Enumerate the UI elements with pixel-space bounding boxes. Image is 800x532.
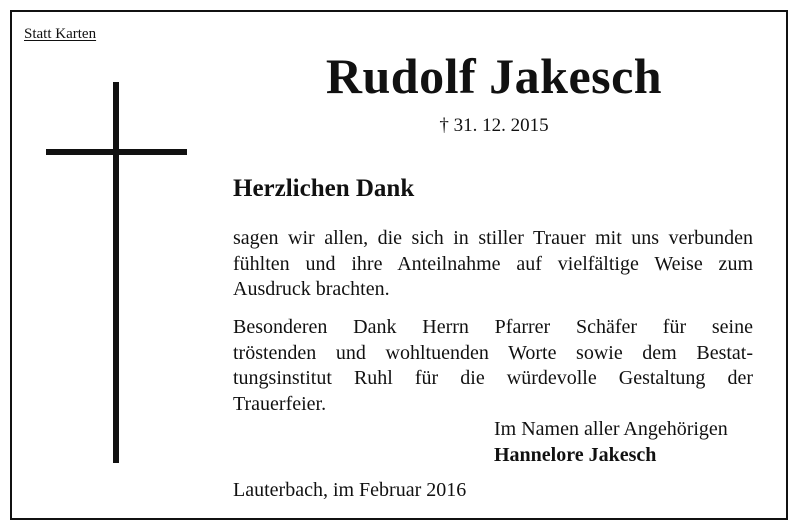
paragraph-line: Ausdruck brachten. <box>233 278 390 300</box>
cross-icon-vertical-bar <box>113 82 119 463</box>
paragraph-line: Trauerfeier. <box>233 392 327 415</box>
place-and-date: Lauterbach, im Februar 2016 <box>233 479 467 501</box>
signature-name: Hannelore Jakesch <box>494 444 657 466</box>
thanks-heading: Herzlichen Dank <box>233 175 415 202</box>
paragraph-line: fühlten und ihre Anteilnahme auf vielfältige Weise zum <box>233 252 753 275</box>
paragraph-line: tungsinstitut Ruhl für die würdevolle Gestaltung der <box>233 367 753 389</box>
paragraph-line: Besonderen Dank Herrn Pfarrer Schäfer für seine <box>233 316 753 338</box>
paragraph-line: sagen wir allen, die sich in stiller Trauer mit uns verbunden <box>233 227 753 249</box>
thanks-paragraph-2 <box>233 315 753 417</box>
cross-icon-horizontal-bar <box>46 149 187 155</box>
statt-karten-note: Statt Karten <box>24 26 97 42</box>
thanks-paragraph-1 <box>233 226 753 303</box>
death-date: † 31. 12. 2015 <box>439 115 549 136</box>
deceased-name: Rudolf Jakesch <box>325 48 663 104</box>
signature-line: Im Namen aller Angehörigen <box>494 418 728 440</box>
paragraph-line: tröstenden und wohltuenden Worte sowie dem Bestat- <box>233 341 753 364</box>
